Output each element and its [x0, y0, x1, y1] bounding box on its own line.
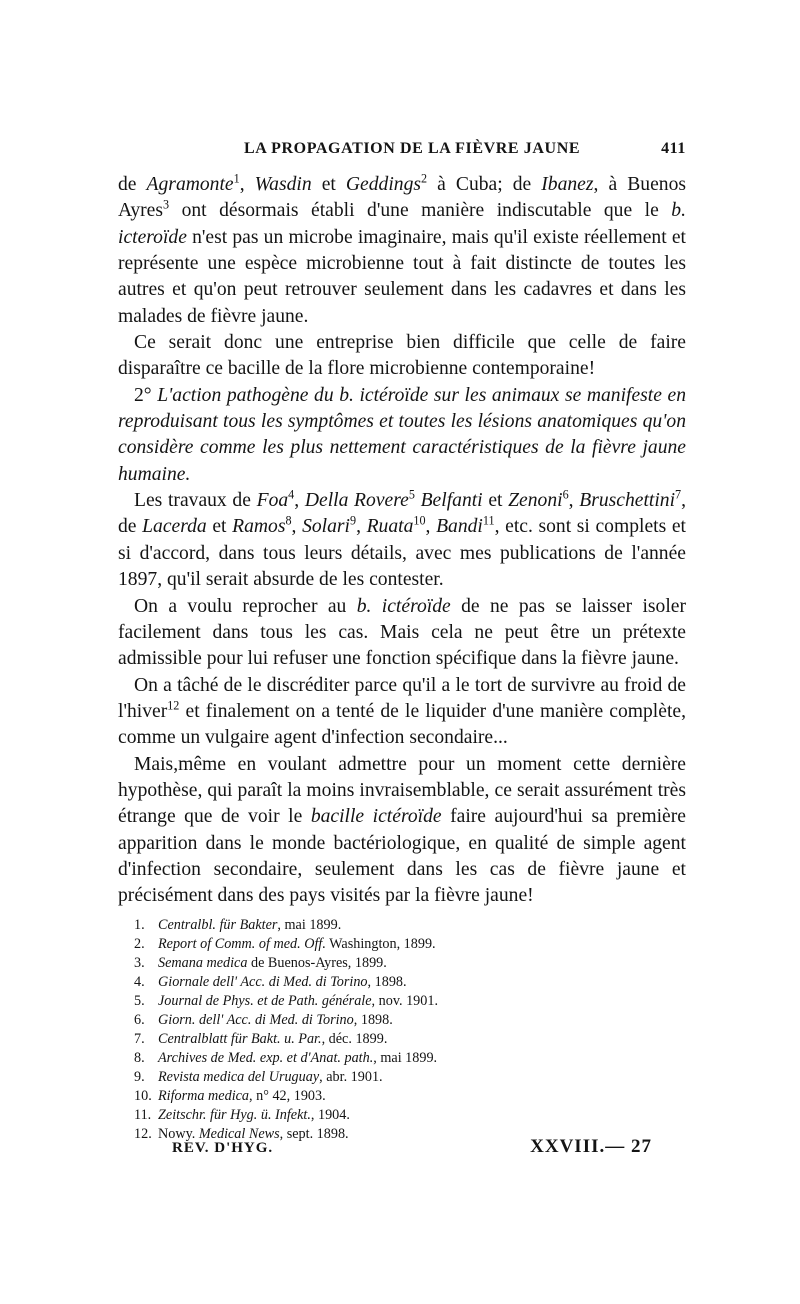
text-run: et: [206, 516, 233, 538]
italic-text: bacille ictéroïde: [310, 806, 442, 828]
footnote-ref: 6: [562, 487, 569, 502]
italic-text: Solari: [302, 516, 350, 538]
footnote-number: 9.: [134, 1069, 145, 1085]
paragraph: [118, 383, 686, 488]
footnote: [134, 1030, 634, 1049]
italic-text: Revista medica del Uruguay: [158, 1069, 320, 1085]
italic-text: Giorn. dell' Acc. di Med. di Torino: [158, 1012, 354, 1028]
text-run: ,: [356, 516, 367, 538]
signature-mark: XXVIII.— 27: [530, 1136, 652, 1157]
text-run: , sept. 1898.: [279, 1126, 349, 1142]
text-run: , à Buenos Ayres: [118, 174, 686, 222]
footnote: [134, 973, 634, 992]
italic-text: L'action pathogène du b. ictéroïde sur les animaux se manifeste en reproduisant tous les symptômes et toutes les lésions anatomiques qu'on considère comme les plus nettement caractéristiques de la fièvre jaune humaine.: [118, 384, 686, 485]
footnote: [134, 1049, 634, 1068]
italic-text: Ramos: [232, 516, 286, 538]
footnote-number: 2.: [134, 936, 145, 952]
footnote-ref: 9: [349, 513, 357, 528]
text-run: ,: [425, 516, 437, 538]
text-run: , n° 42, 1903.: [249, 1088, 326, 1104]
paragraph: [118, 594, 686, 673]
text-run: de ne pas se laisser isoler facilement dans tous les cas. Mais cela ne peut être un prétexte admissible pour lui refuser une fonction spécifique dans la fièvre jaune.: [118, 595, 686, 670]
text-run: Mais,même en voulant admettre pour un moment cette dernière hypothèse, qui paraît la moins invraisemblable, ce serait assurément très étrange que de voir le: [118, 753, 686, 828]
italic-text: Medical News: [198, 1126, 280, 1142]
italic-text: Report of Comm. of med. Off.: [158, 936, 326, 952]
text-run: On a voulu reprocher au: [134, 595, 357, 617]
italic-text: Della Rovere: [304, 490, 409, 512]
text-run: Washington, 1899.: [325, 936, 436, 952]
text-run: Ce serait donc une entreprise bien difficile que celle de faire disparaître ce bacille de la flore microbienne contemporaine!: [118, 332, 686, 380]
page-number: 411: [661, 140, 686, 157]
italic-text: b. ictéroïde: [356, 595, 451, 617]
footnote-ref: 4: [288, 487, 295, 502]
footnote-number: 8.: [134, 1050, 145, 1066]
italic-text: Giornale dell' Acc. di Med. di Torino: [158, 974, 368, 990]
text-run: , abr. 1901.: [319, 1069, 383, 1085]
footnote-number: 3.: [134, 955, 145, 971]
footnote: [134, 1106, 634, 1125]
text-run: ont désormais établi d'une manière indiscutable que le: [169, 200, 672, 222]
italic-text: Centralblatt für Bakt. u. Par.: [158, 1031, 322, 1047]
footnote: [134, 954, 634, 973]
text-run: et finalement on a tenté de le liquider d'une manière complète, comme un vulgaire agent d'infection secondaire...: [118, 700, 686, 749]
footnote-ref: 1: [233, 171, 240, 186]
footnote-ref: 2: [421, 171, 428, 186]
text-run: Nowy.: [158, 1126, 199, 1142]
footnote-number: 4.: [134, 974, 145, 990]
italic-text: Belfanti: [420, 490, 483, 512]
italic-text: Lacerda: [142, 516, 207, 538]
text-run: , de: [118, 490, 687, 538]
text-run: 2°: [134, 384, 158, 406]
text-run: , nov. 1901.: [371, 993, 439, 1009]
italic-text: Zenoni: [508, 490, 563, 512]
footnote-number: 6.: [134, 1012, 145, 1028]
text-run: , mai 1899.: [373, 1050, 438, 1066]
paragraph: [118, 752, 686, 910]
journal-abbrev: REV. D'HYG.: [172, 1140, 274, 1156]
text-run: , déc. 1899.: [321, 1031, 388, 1047]
text-run: ,: [294, 490, 305, 512]
footnote: [134, 916, 634, 935]
footnote: [134, 1068, 634, 1087]
italic-text: Agramonte: [146, 174, 234, 195]
italic-text: Centralbl. für Bakter: [158, 917, 278, 933]
text-run: de Buenos-Ayres, 1899.: [247, 955, 387, 971]
footnote-ref: 3: [163, 197, 170, 212]
paragraph: [118, 488, 686, 593]
footnote-number: 7.: [134, 1031, 145, 1047]
text-run: Les travaux de: [134, 490, 257, 512]
text-run: ,: [239, 174, 255, 195]
text-run: , mai 1899.: [277, 917, 342, 933]
footnote-ref: 5: [408, 487, 415, 502]
italic-text: Journal de Phys. et de Path. générale: [158, 993, 372, 1009]
italic-text: Archives de Med. exp. et d'Anat. path.: [158, 1050, 374, 1066]
text-run: et: [482, 490, 509, 512]
italic-text: Wasdin: [254, 174, 312, 195]
paragraph: [118, 673, 686, 752]
italic-text: Bandi: [436, 516, 483, 538]
italic-text: b. icteroïde: [118, 200, 686, 248]
footnote-number: 1.: [134, 917, 145, 933]
footnote-number: 12.: [134, 1126, 152, 1142]
text-run: , 1898.: [353, 1012, 393, 1028]
running-title: LA PROPAGATION DE LA FIÈVRE JAUNE: [244, 140, 581, 157]
italic-text: Geddings: [345, 174, 421, 195]
text-run: et: [311, 174, 346, 195]
text-run: , 1904.: [310, 1107, 350, 1123]
paragraph: [118, 330, 686, 383]
text-run: à Cuba; de: [427, 174, 542, 195]
footnote-ref: 7: [675, 487, 682, 502]
text-run: On a tâché de le discréditer parce qu'il a le tort de survivre au froid de l'hiver: [118, 674, 686, 722]
text-run: , 1898.: [367, 974, 407, 990]
text-run: , etc. sont si complets et si d'accord, dans tous leurs détails, avec mes publications de l'année 1897, qu'il serait absurde de les contester.: [118, 516, 686, 591]
text-run: n'est pas un microbe imaginaire, mais qu'il existe réellement et représente une espèce microbienne tout à fait distincte de toutes les autres et qu'on peut retrouver seulement dans les cadavres et dans les malades de fièvre jaune.: [118, 226, 686, 327]
footnote-number: 10.: [134, 1088, 152, 1104]
footnotes: [134, 916, 634, 1144]
italic-text: Ibanez: [541, 174, 594, 195]
italic-text: Riforma medica: [158, 1088, 250, 1104]
footnote: [134, 1087, 634, 1106]
footnote-ref: 12: [167, 698, 180, 713]
footnote-ref: 10: [413, 513, 426, 528]
italic-text: Zeitschr. für Hyg. ü. Infekt.: [158, 1107, 311, 1123]
body-text: [118, 172, 686, 910]
text-run: ,: [568, 490, 580, 512]
footnote: [134, 935, 634, 954]
italic-text: Foa: [256, 490, 289, 512]
text-run: ,: [291, 516, 303, 538]
footnote-number: 5.: [134, 993, 145, 1009]
text-run: de: [118, 174, 147, 195]
italic-text: Bruschettini: [579, 490, 676, 512]
footnote: [134, 1011, 634, 1030]
footnote: [134, 992, 634, 1011]
italic-text: Semana medica: [158, 955, 248, 971]
footnote-ref: 11: [482, 513, 495, 528]
footnote-ref: 8: [285, 513, 292, 528]
text-run: faire aujourd'hui sa première apparition dans le monde bactériologique, en qualité de simple agent d'infection secondaire, seulement dans les cas de fièvre jaune et précisément dans des pays visités par la fièvre jaune!: [118, 806, 686, 907]
italic-text: Ruata: [366, 516, 414, 538]
page-footer: [172, 1136, 652, 1157]
footnote-number: 11.: [134, 1107, 152, 1123]
paragraph: [118, 172, 686, 330]
